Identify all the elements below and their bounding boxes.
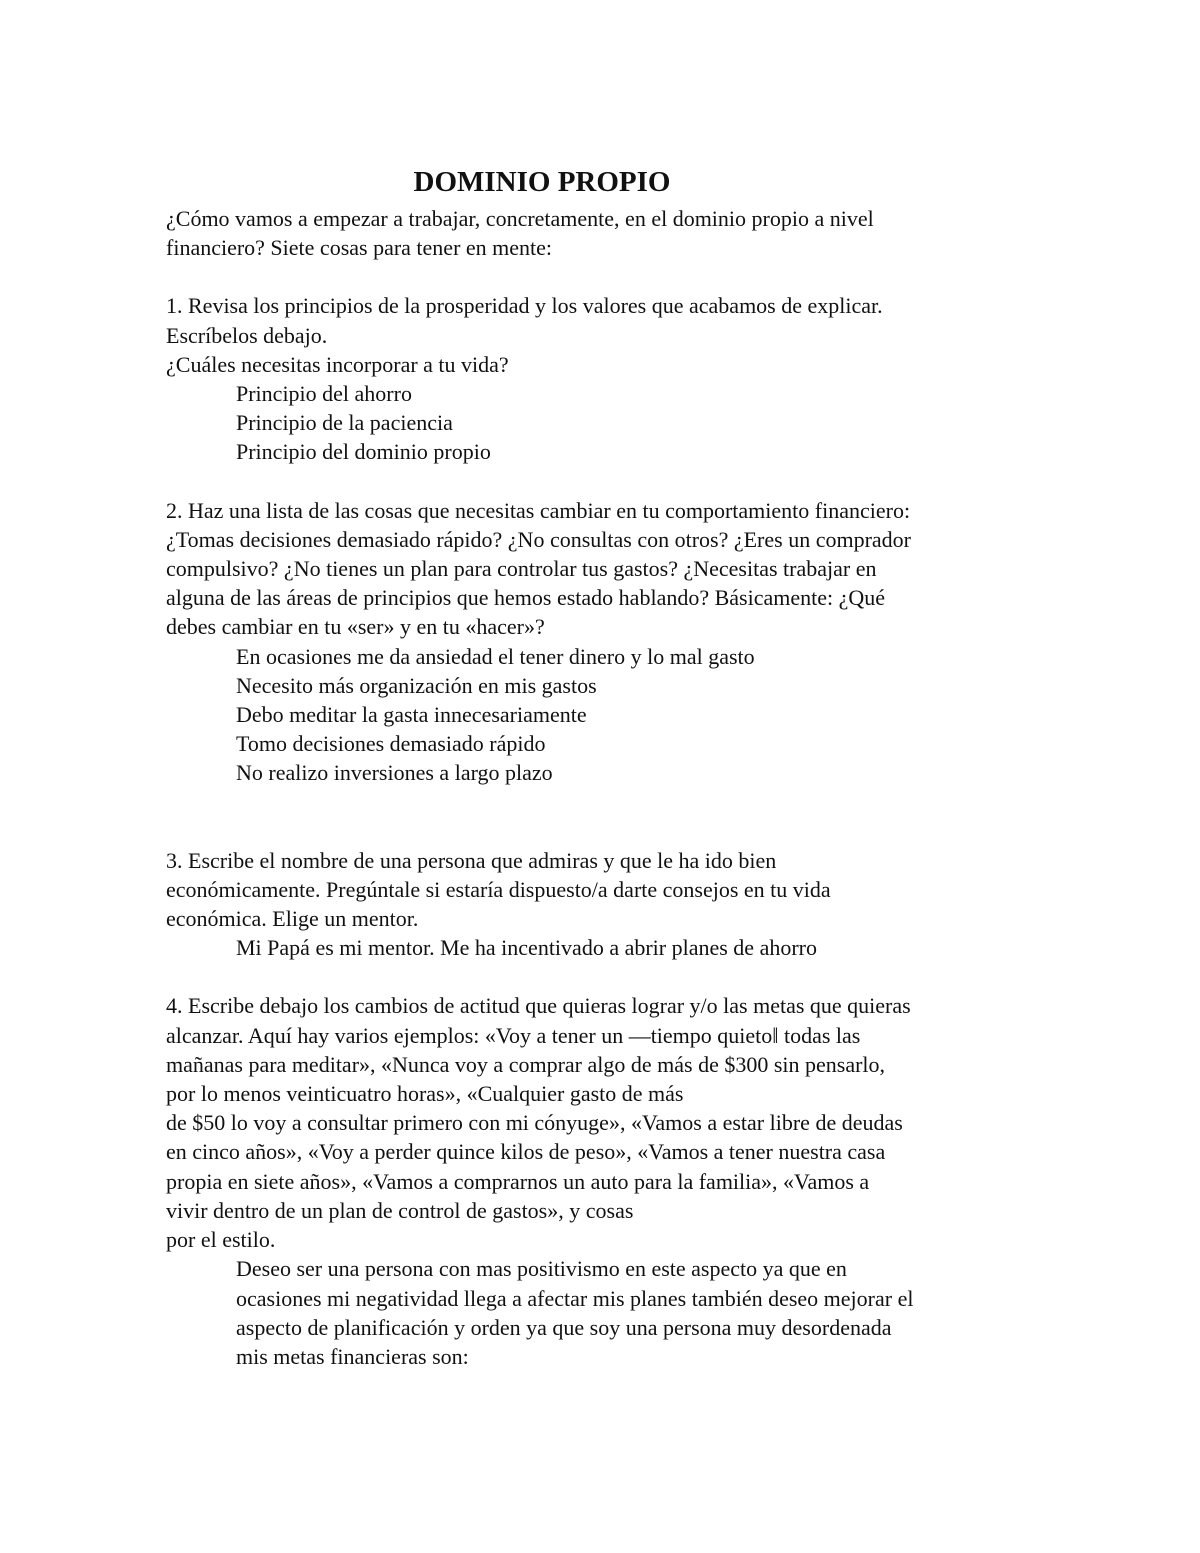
section-1-line: Escríbelos debajo. bbox=[166, 322, 328, 348]
section-3-question bbox=[166, 846, 1066, 934]
answer-item: aspecto de planificación y orden ya que soy una persona muy desordenada bbox=[236, 1314, 892, 1340]
answer-item: No realizo inversiones a largo plazo bbox=[236, 760, 553, 786]
section-3-answers bbox=[166, 933, 1006, 962]
answer-item: En ocasiones me da ansiedad el tener dinero y lo mal gasto bbox=[236, 643, 755, 669]
section-4-line: de $50 lo voy a consultar primero con mi cónyuge», «Vamos a estar libre de deudas bbox=[166, 1110, 903, 1136]
page-title: DOMINIO PROPIO bbox=[413, 166, 671, 198]
intro-line: ¿Cómo vamos a empezar a trabajar, concretamente, en el dominio propio a nivel bbox=[166, 206, 874, 231]
section-4-answers bbox=[166, 1254, 1006, 1371]
section-1-answers bbox=[166, 379, 1006, 467]
answer-item: Principio de la paciencia bbox=[236, 410, 453, 436]
answer-item: Necesito más organización en mis gastos bbox=[236, 672, 597, 698]
section-2-question bbox=[166, 496, 1066, 642]
section-4-line: en cinco años», «Voy a perder quince kilos de peso», «Vamos a tener nuestra casa bbox=[166, 1139, 886, 1165]
answer-item: Principio del dominio propio bbox=[236, 439, 491, 465]
answer-item: ocasiones mi negatividad llega a afectar mis planes también deseo mejorar el bbox=[236, 1285, 914, 1311]
section-3-line: económicamente. Pregúntale si estaría dispuesto/a darte consejos en tu vida bbox=[166, 876, 831, 902]
section-4-question bbox=[166, 991, 1066, 1254]
intro-paragraph bbox=[166, 204, 1066, 262]
section-3-line: 3. Escribe el nombre de una persona que admiras y que le ha ido bien bbox=[166, 847, 777, 873]
answer-item: Debo meditar la gasta innecesariamente bbox=[236, 702, 587, 728]
section-4-line: mañanas para meditar», «Nunca voy a comprar algo de más de $300 sin pensarlo, bbox=[166, 1051, 886, 1077]
answer-item: Tomo decisiones demasiado rápido bbox=[236, 731, 546, 757]
section-3-line: económica. Elige un mentor. bbox=[166, 906, 419, 932]
section-1-line: 1. Revisa los principios de la prosperidad y los valores que acabamos de explicar. bbox=[166, 293, 883, 319]
answer-item: Mi Papá es mi mentor. Me ha incentivado a abrir planes de ahorro bbox=[236, 935, 817, 961]
answer-item: mis metas financieras son: bbox=[236, 1343, 469, 1369]
section-1-question bbox=[166, 291, 1066, 379]
section-2-answers bbox=[166, 642, 1006, 788]
section-2-line: debes cambiar en tu «ser» y en tu «hacer»? bbox=[166, 614, 545, 640]
section-2-line: ¿Tomas decisiones demasiado rápido? ¿No consultas con otros? ¿Eres un comprador bbox=[166, 526, 912, 552]
intro-line: financiero? Siete cosas para tener en mente: bbox=[166, 235, 553, 261]
document-page bbox=[166, 160, 1066, 1371]
section-4-line: alcanzar. Aquí hay varios ejemplos: «Voy a tener un ―tiempo quieto‖ todas las bbox=[166, 1022, 861, 1048]
section-2-line: alguna de las áreas de principios que hemos estado hablando? Básicamente: ¿Qué bbox=[166, 585, 886, 611]
section-4-line: vivir dentro de un plan de control de gastos», y cosas bbox=[166, 1197, 634, 1223]
section-4-line: por el estilo. bbox=[166, 1227, 276, 1253]
section-2-line: 2. Haz una lista de las cosas que necesitas cambiar en tu comportamiento financiero: bbox=[166, 497, 911, 523]
section-4-line: 4. Escribe debajo los cambios de actitud que quieras lograr y/o las metas que quieras bbox=[166, 993, 911, 1019]
answer-item: Principio del ahorro bbox=[236, 381, 412, 407]
section-2-line: compulsivo? ¿No tienes un plan para controlar tus gastos? ¿Necesitas trabajar en bbox=[166, 556, 877, 582]
section-4-line: por lo menos veinticuatro horas», «Cualquier gasto de más bbox=[166, 1081, 684, 1107]
answer-item: Deseo ser una persona con mas positivismo en este aspecto ya que en bbox=[236, 1256, 847, 1282]
section-4-line: propia en siete años», «Vamos a comprarnos un auto para la familia», «Vamos a bbox=[166, 1168, 870, 1194]
section-1-line: ¿Cuáles necesitas incorporar a tu vida? bbox=[166, 351, 509, 377]
